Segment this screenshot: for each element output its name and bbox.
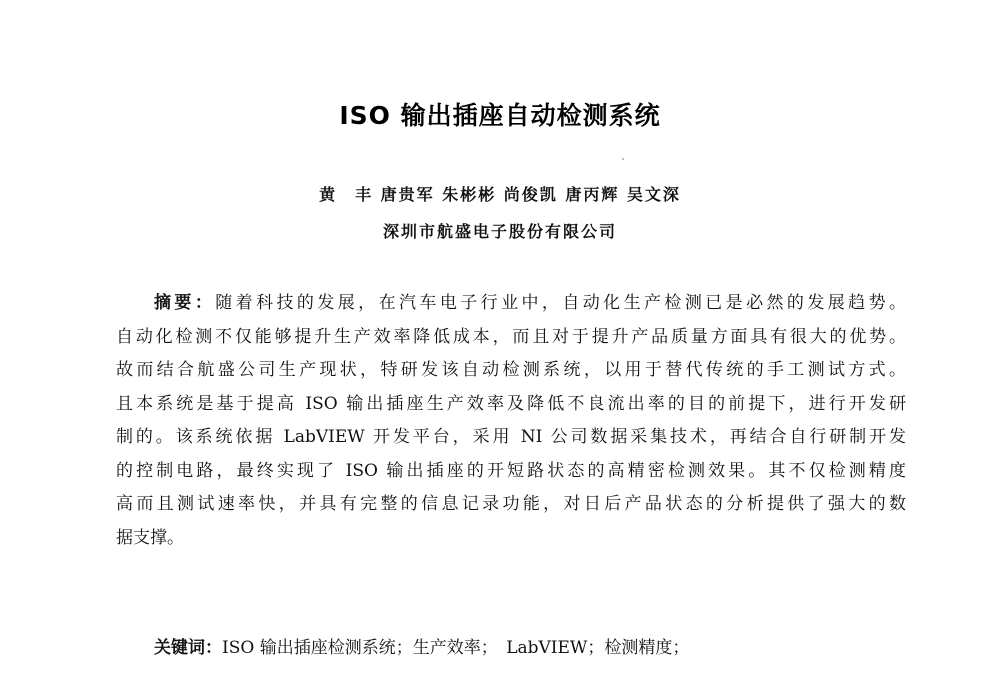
abstract-line [116,287,906,321]
scan-speck [622,158,624,160]
abstract-line-text: 随着科技的发展，在汽车电子行业中，自动化生产检测已是必然的发展趋势。 [215,293,906,313]
author-list: 黄 丰 唐贵军 朱彬彬 尚俊凯 唐丙辉 吴文深 [319,185,681,204]
abstract-line: 且本系统是基于提高 ISO 输出插座生产效率及降低不良流出率的目的前提下，进行开发研 [116,393,906,414]
abstract [116,287,906,555]
abstract-label: 摘要： [154,293,216,313]
abstract-line: 高而且测试速率快，并具有完整的信息记录功能，对日后产品状态的分析提供了强大的数 [116,494,906,514]
abstract-line: 自动化检测不仅能够提升生产效率降低成本，而且对于提升产品质量方面具有很大的优势。 [116,326,906,347]
keywords-label: 关键词： [154,638,222,658]
keywords [154,633,689,658]
keywords-text: ISO 输出插座检测系统；生产效率； LabVIEW；检测精度； [222,638,690,658]
paper-title: ISO 输出插座自动检测系统 [339,101,661,130]
abstract-line: 的控制电路，最终实现了 ISO 输出插座的开短路状态的高精密检测效果。其不仅检测精度 [116,460,906,481]
abstract-line: 据支撑。 [116,527,184,548]
affiliation: 深圳市航盛电子股份有限公司 [382,222,617,241]
abstract-line: 制的。该系统依据 LabVIEW 开发平台，采用 NI 公司数据采集技术，再结合自行研制开发 [116,427,906,447]
abstract-line: 故而结合航盛公司生产现状，特研发该自动检测系统，以用于替代传统的手工测试方式。 [116,360,906,380]
